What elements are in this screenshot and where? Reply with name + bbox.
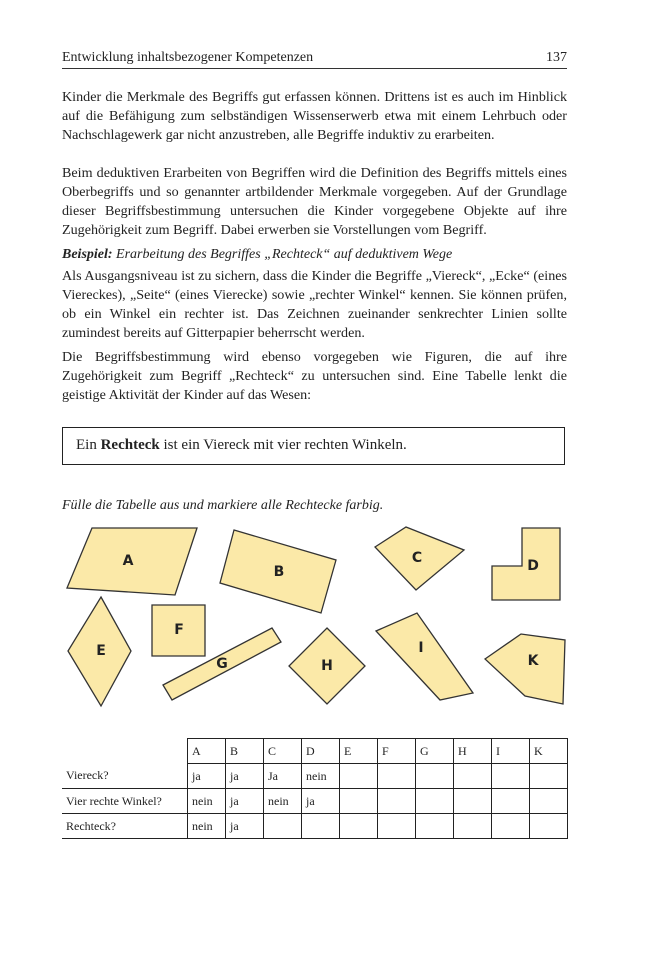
- table-cell: [378, 764, 416, 789]
- col-header: D: [302, 739, 340, 764]
- example-label: Beispiel:: [62, 247, 113, 262]
- table-cell: [530, 789, 568, 814]
- col-header: I: [492, 739, 530, 764]
- shape-c-label: C: [411, 550, 423, 566]
- table-cell: nein: [264, 789, 302, 814]
- table-row: [62, 814, 568, 839]
- table-cell: ja: [226, 764, 264, 789]
- classification-table: [62, 738, 568, 839]
- table-cell: [302, 814, 340, 839]
- col-header: B: [226, 739, 264, 764]
- shape-d: [492, 528, 560, 600]
- col-header: C: [264, 739, 302, 764]
- table-cell: [530, 764, 568, 789]
- table-cell: Ja: [264, 764, 302, 789]
- table-row: [62, 764, 568, 789]
- table-cell: [340, 764, 378, 789]
- shape-i-label: I: [418, 640, 424, 656]
- table-cell: ja: [226, 814, 264, 839]
- table-cell: [492, 789, 530, 814]
- row-label: Vier rechte Winkel?: [62, 789, 188, 814]
- col-header: E: [340, 739, 378, 764]
- header-corner: [62, 739, 188, 764]
- table-cell: ja: [188, 764, 226, 789]
- example-title: Erarbeitung des Begriffes „Rechteck“ auf deduktivem Wege: [116, 247, 453, 262]
- table-header-row: [62, 739, 568, 764]
- table-cell: [340, 789, 378, 814]
- row-label: Viereck?: [62, 764, 188, 789]
- shape-a-label: A: [122, 553, 134, 569]
- paragraph-1: Kinder die Merkmale des Begriffs gut erfassen können. Drittens ist es auch im Hinblick auf die Befähigung zum selbständigen Wissenserwerb etwa mit einem Lehrbuch oder Nachschlagewerk gar nicht anzustreben, alle Begriffe induktiv zu erarbeiten.: [62, 89, 567, 143]
- paragraph-4: Die Begriffsbestimmung wird ebenso vorgegeben wie Figuren, die auf ihre Zugehörigkeit zum Begriff „Rechteck“ zu untersuchen sind. Eine Tabelle lenkt die geistige Aktivität der Kinder auf das Wesen:: [62, 349, 567, 403]
- shape-h-label: H: [321, 658, 333, 674]
- col-header: H: [454, 739, 492, 764]
- table-row: [62, 789, 568, 814]
- table-cell: [454, 814, 492, 839]
- paragraph-2: Beim deduktiven Erarbeiten von Begriffen wird die Definition des Begriffs mittels eines Oberbegriffs und so genannter artbildender Merkmale vorgegeben. Auf der Grundlage dieser Begriffsbestimmung untersuchen die Kinder vorgegebene Objekte auf ihre Zugehörigkeit zum Begriff. Dabei erwerben sie Vorstellungen vom Begriff.: [62, 165, 567, 238]
- table-cell: [454, 764, 492, 789]
- shape-f-label: F: [174, 622, 184, 638]
- table-cell: [416, 764, 454, 789]
- table-cell: [530, 814, 568, 839]
- table-cell: nein: [188, 789, 226, 814]
- shape-i: [376, 613, 473, 700]
- table-cell: [454, 789, 492, 814]
- table-cell: nein: [302, 764, 340, 789]
- shape-e-label: E: [96, 643, 106, 659]
- running-title: Entwicklung inhaltsbezogener Kompetenzen: [62, 50, 314, 65]
- task-instruction: Fülle die Tabelle aus und markiere alle Rechtecke farbig.: [62, 498, 384, 513]
- table-cell: [378, 789, 416, 814]
- shape-d-label: D: [527, 558, 539, 574]
- paragraph-3: Als Ausgangsniveau ist zu sichern, dass die Kinder die Begriffe „Viereck“, „Ecke“ (eines Viereckes), „Seite“ (eines Vierecke) sowie „rechter Winkel“ kennen. Sie können prüfen, ob ein Winkel ein rechter ist. Das Zeichnen zueinander senkrechter Linien sollte zumindest bereits auf Gitterpapier beherrscht werden.: [62, 268, 567, 341]
- table-cell: [416, 814, 454, 839]
- col-header: A: [188, 739, 226, 764]
- shape-k: [485, 634, 565, 704]
- definition-rest: ist ein Viereck mit vier rechten Winkeln.: [159, 437, 407, 453]
- shape-g-label: G: [216, 656, 228, 672]
- table-cell: [340, 814, 378, 839]
- row-label: Rechteck?: [62, 814, 188, 839]
- page-number: 137: [546, 50, 567, 65]
- table-cell: [492, 764, 530, 789]
- table-cell: [264, 814, 302, 839]
- col-header: G: [416, 739, 454, 764]
- definition-term: Rechteck: [100, 437, 160, 453]
- definition-prefix: Ein: [76, 437, 101, 453]
- table-cell: ja: [302, 789, 340, 814]
- table-cell: ja: [226, 789, 264, 814]
- shape-k-label: K: [527, 653, 539, 669]
- table-cell: [378, 814, 416, 839]
- col-header: K: [530, 739, 568, 764]
- table-cell: [492, 814, 530, 839]
- col-header: F: [378, 739, 416, 764]
- table-cell: [416, 789, 454, 814]
- shape-b-label: B: [273, 564, 285, 580]
- table-cell: nein: [188, 814, 226, 839]
